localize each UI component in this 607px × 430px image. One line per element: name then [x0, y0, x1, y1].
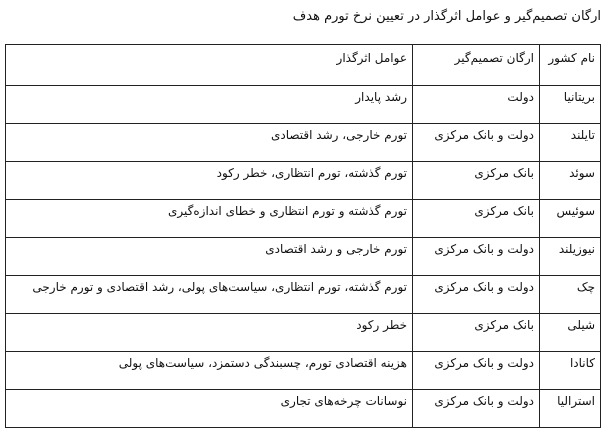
cell-factors: رشد پایدار	[6, 86, 413, 124]
cell-country: سوئیس	[540, 200, 601, 238]
inflation-target-table	[5, 44, 601, 428]
table-caption: ارگان تصمیم‌گیر و عوامل اثرگذار در تعیین نرخ تورم هدف	[292, 9, 601, 24]
table-row	[6, 200, 601, 238]
cell-country: استرالیا	[540, 390, 601, 428]
header-country: نام کشور	[540, 45, 601, 86]
cell-factors: تورم خارجی، رشد اقتصادی	[6, 124, 413, 162]
cell-factors: هزینه اقتصادی تورم، چسبندگی دستمزد، سیاست‌های پولی	[6, 352, 413, 390]
cell-factors: تورم خارجی و رشد اقتصادی	[6, 238, 413, 276]
table-row	[6, 276, 601, 314]
cell-org: دولت و بانک مرکزی	[413, 238, 540, 276]
cell-country: کانادا	[540, 352, 601, 390]
cell-country: نیوزیلند	[540, 238, 601, 276]
table-row	[6, 86, 601, 124]
header-factors: عوامل اثرگذار	[6, 45, 413, 86]
header-org: ارگان تصمیم‌گیر	[413, 45, 540, 86]
cell-org: دولت و بانک مرکزی	[413, 124, 540, 162]
table-row	[6, 162, 601, 200]
cell-org: دولت	[413, 86, 540, 124]
cell-factors: تورم گذشته، تورم انتظاری، سیاست‌های پولی، رشد اقتصادی و تورم خارجی	[6, 276, 413, 314]
cell-org: بانک مرکزی	[413, 162, 540, 200]
cell-org: بانک مرکزی	[413, 314, 540, 352]
cell-country: شیلی	[540, 314, 601, 352]
table-row	[6, 314, 601, 352]
cell-factors: خطر رکود	[6, 314, 413, 352]
cell-factors: تورم گذشته و تورم انتظاری و خطای اندازه‌گیری	[6, 200, 413, 238]
table-row	[6, 352, 601, 390]
cell-org: بانک مرکزی	[413, 200, 540, 238]
cell-factors: تورم گذشته، تورم انتظاری، خطر رکود	[6, 162, 413, 200]
table-row	[6, 390, 601, 428]
table-row	[6, 124, 601, 162]
cell-country: چک	[540, 276, 601, 314]
cell-country: سوئد	[540, 162, 601, 200]
cell-country: تایلند	[540, 124, 601, 162]
cell-org: دولت و بانک مرکزی	[413, 352, 540, 390]
cell-org: دولت و بانک مرکزی	[413, 276, 540, 314]
table-header-row	[6, 45, 601, 86]
cell-factors: نوسانات چرخه‌های تجاری	[6, 390, 413, 428]
table-row	[6, 238, 601, 276]
cell-country: بریتانیا	[540, 86, 601, 124]
cell-org: دولت و بانک مرکزی	[413, 390, 540, 428]
